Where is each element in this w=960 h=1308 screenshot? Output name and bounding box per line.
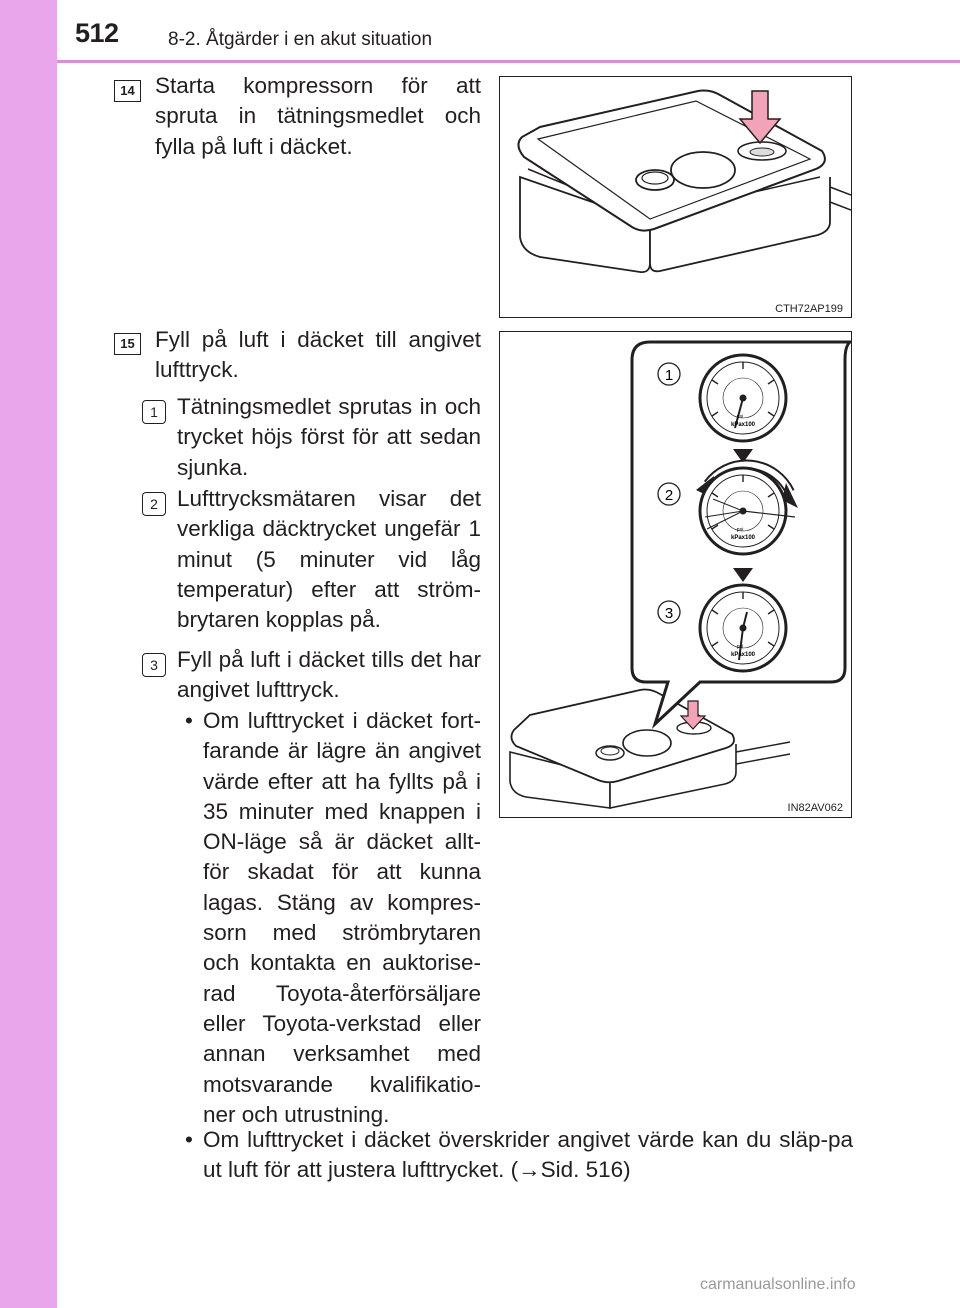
figure-compressor-start [499, 76, 852, 318]
step-14-badge: 14 [114, 80, 141, 102]
bullet-1-dot: • [185, 708, 193, 733]
section-title: 8-2. Åtgärder i en akut situation [168, 29, 433, 50]
page-number: 512 [75, 18, 119, 48]
substep-3-text: Fyll på luft i däcket tills det har angivet lufttryck. [177, 647, 481, 703]
arrow-icon: → [518, 1157, 541, 1183]
figure-gauge-sequence [499, 331, 852, 818]
gauge-2-psi: psi [736, 527, 744, 533]
bullet-2-main: Om lufttrycket i däcket överskrider angivet värde kan du släp-pa ut luft för att justera lufttrycket. ( [203, 1127, 853, 1183]
page-reference-link[interactable]: Sid. 516) [540, 1157, 631, 1183]
figure-code-15: IN82AV062 [787, 802, 843, 814]
substep-3-badge: 3 [142, 653, 166, 677]
substep-1-text: Tätningsmedlet sprutas in och trycket höjs först för att sedan sjunka. [177, 394, 481, 480]
substep-2-badge: 2 [142, 492, 166, 516]
gauge-label-3: 3 [664, 605, 674, 622]
gauge-label-2: 2 [664, 487, 674, 504]
gauge-1-unit: kPax100 [730, 422, 756, 428]
gauge-3-psi: psi [736, 644, 744, 650]
gauge-2-unit: kPax100 [730, 535, 756, 541]
bullet-1-text: Om lufttrycket i däcket fort-farande är lägre än angivet värde efter att ha fyllts på i 35 minuter med knappen i ON-läge så är däcket allt-för skadat för att kunna lagas. Stäng av kompres-sorn med strömbrytaren och kontakta en auktorise-rad Toyota-återförsäljare eller Toyota-verkstad eller annan verksamhet med motsvarande kvalifikatio-ner och utrustning. [203, 708, 481, 1127]
gauge-3-unit: kPax100 [730, 652, 756, 658]
gauge-sequence-illustration [500, 332, 851, 817]
substep-2-text: Lufttrycksmätaren visar det verkliga däcktrycket ungefär 1 minut (5 minuter vid låg temperatur) efter att ström-brytaren kopplas på. [177, 486, 481, 633]
substep-1-badge: 1 [142, 400, 166, 424]
side-color-strip [0, 0, 57, 1308]
compressor-illustration [500, 77, 851, 317]
figure-code-14: CTH72AP199 [775, 303, 843, 315]
watermark: carmanualsonline.info [700, 1276, 856, 1293]
step-15-text: Fyll på luft i däcket till angivet lufttryck. [155, 327, 481, 383]
step-15-badge: 15 [114, 333, 141, 355]
gauge-1-psi: psi [736, 414, 744, 420]
header-rule [57, 60, 960, 63]
step-14-text: Starta kompressorn för att spruta in tätningsmedlet och fylla på luft i däcket. [155, 73, 481, 159]
gauge-label-1: 1 [664, 367, 674, 384]
bullet-2-text [203, 1125, 853, 1186]
bullet-2-dot: • [185, 1127, 193, 1152]
